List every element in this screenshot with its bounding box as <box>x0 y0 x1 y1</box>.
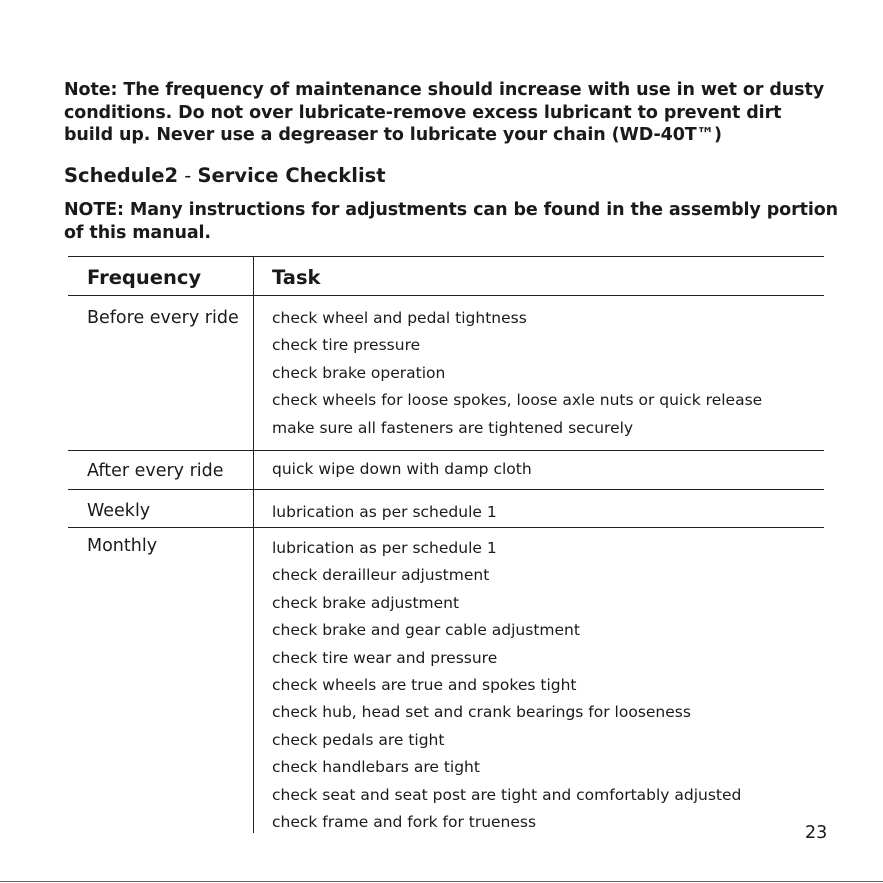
task-item: make sure all fasteners are tightened securely <box>272 418 634 437</box>
row-divider <box>68 450 824 451</box>
frequency-cell: Before every ride <box>87 308 239 328</box>
task-list <box>272 305 762 442</box>
task-item: check handlebars are tight <box>272 758 480 777</box>
task-item: check frame and fork for trueness <box>272 812 537 831</box>
row-divider <box>68 489 824 490</box>
column-header-task: Task <box>272 266 321 289</box>
column-divider <box>253 256 254 833</box>
task-item: check derailleur adjustment <box>272 566 490 585</box>
task-list <box>272 499 497 526</box>
maintenance-note: Note: The frequency of maintenance should increase with use in wet or dusty conditions. Do not over lubricate-remove excess lubricant to prevent dirt build up. Never use a degreaser to lubricate your chain (WD-40T™) <box>64 80 825 145</box>
task-item: check wheels for loose spokes, loose axle nuts or quick release <box>272 391 763 410</box>
row-divider <box>68 527 824 528</box>
frequency-cell: Weekly <box>87 501 151 521</box>
table-top-rule <box>68 256 824 257</box>
task-item: check tire wear and pressure <box>272 648 498 667</box>
task-list <box>272 456 532 483</box>
page-bottom-rule <box>0 881 883 882</box>
task-item: check brake and gear cable adjustment <box>272 621 580 640</box>
frequency-cell: Monthly <box>87 536 158 556</box>
heading-title: Schedule2 <box>64 164 179 187</box>
task-item: check brake adjustment <box>272 593 460 612</box>
task-item: check hub, head set and crank bearings for looseness <box>272 703 691 722</box>
column-header-frequency: Frequency <box>87 266 202 289</box>
task-item: check tire pressure <box>272 336 421 355</box>
page-number: 23 <box>805 823 828 843</box>
task-item: lubrication as per schedule 1 <box>272 539 497 557</box>
task-item: check seat and seat post are tight and comfortably adjusted <box>272 785 742 804</box>
task-item: check wheels are true and spokes tight <box>272 675 577 694</box>
heading-dash: - <box>178 164 198 187</box>
header-rule <box>68 295 824 296</box>
task-item: check wheel and pedal tightness <box>272 309 527 327</box>
heading-subtitle: Service Checklist <box>197 164 386 187</box>
frequency-cell: After every ride <box>87 461 224 481</box>
adjustments-note: NOTE: Many instructions for adjustments can be found in the assembly portion of this manual. <box>64 200 839 243</box>
task-list <box>272 535 741 836</box>
task-item: check pedals are tight <box>272 730 445 749</box>
task-item: check brake operation <box>272 363 446 382</box>
task-item: lubrication as per schedule 1 <box>272 503 497 521</box>
section-heading <box>64 164 386 188</box>
task-item: quick wipe down with damp cloth <box>272 460 532 478</box>
